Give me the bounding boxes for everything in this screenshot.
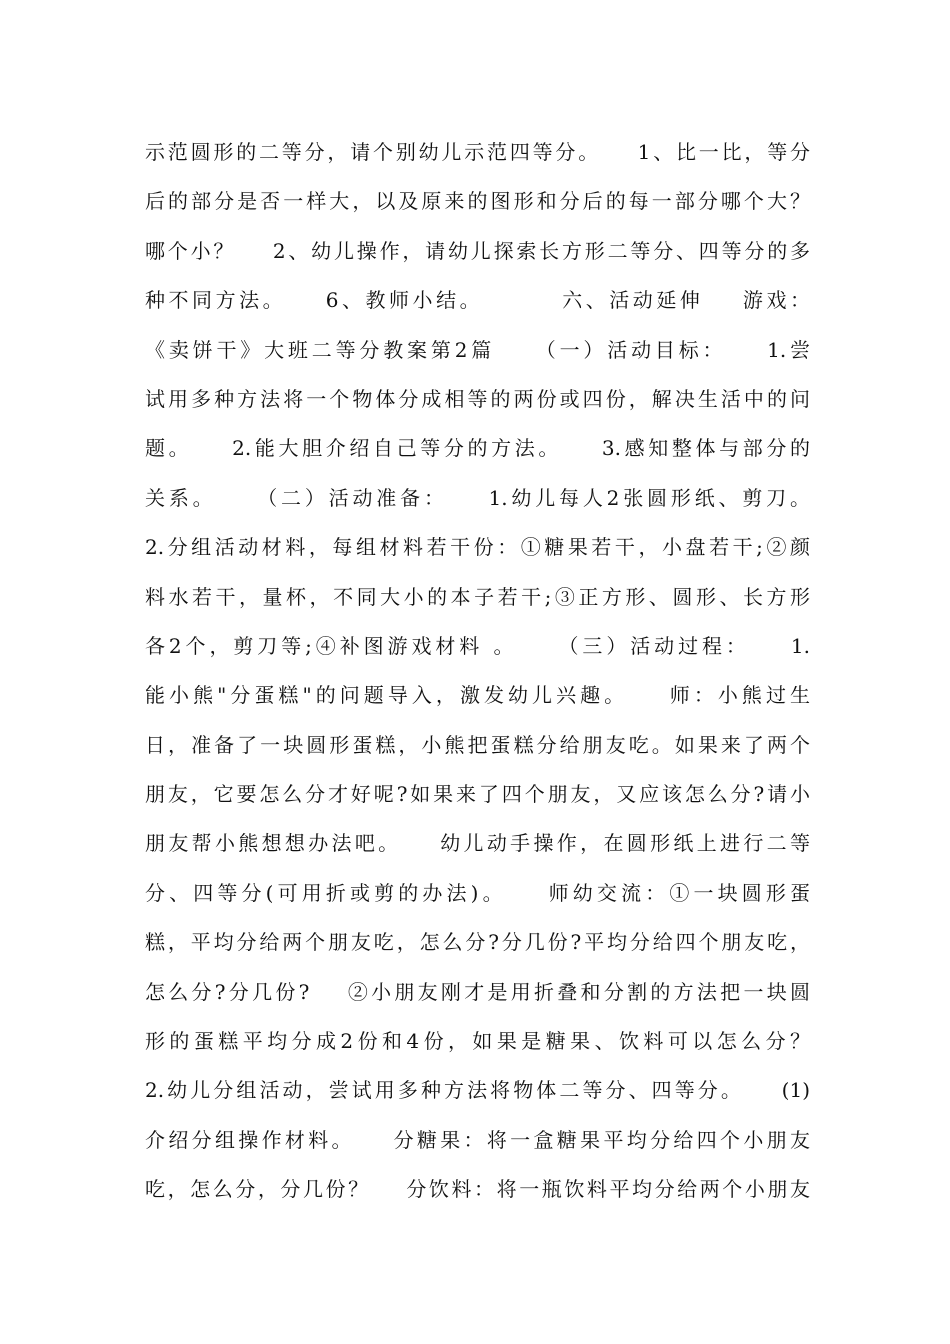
text-line: 吃，怎么分，分几份？ 分饮料：将一瓶饮料平均分给两个小朋友 [145, 1177, 810, 1202]
text-line: 《卖饼干》大班二等分教案第2篇 （一）活动目标： 1.尝 [145, 337, 810, 362]
text-line: 介绍分组操作材料。 分糖果：将一盒糖果平均分给四个小朋友 [145, 1127, 810, 1152]
text-line: 怎么分?分几份? ②小朋友刚才是用折叠和分割的方法把一块圆 [145, 979, 810, 1004]
text-line: 后的部分是否一样大，以及原来的图形和分后的每一部分哪个大？ [145, 189, 810, 214]
text-line: 关系。 （二）活动准备： 1.幼儿每人2张圆形纸、剪刀。 [145, 485, 810, 510]
text-line: 朋友帮小熊想想办法吧。 幼儿动手操作，在圆形纸上进行二等 [145, 831, 810, 856]
text-line: 能小熊"分蛋糕"的问题导入，激发幼儿兴趣。 师：小熊过生 [145, 683, 810, 708]
text-line: 示范圆形的二等分，请个别幼儿示范四等分。 1、比一比，等分 [145, 140, 810, 164]
text-line: 朋友，它要怎么分才好呢?如果来了四个朋友，又应该怎么分?请小 [145, 782, 810, 807]
text-line: 2.分组活动材料，每组材料若干份：①糖果若干，小盘若干;②颜 [145, 535, 810, 560]
text-line: 2.幼儿分组活动，尝试用多种方法将物体二等分、四等分。 (1) [145, 1078, 810, 1103]
text-line: 糕，平均分给两个朋友吃，怎么分?分几份?平均分给四个朋友吃， [145, 930, 810, 955]
text-line: 题。 2.能大胆介绍自己等分的方法。 3.感知整体与部分的 [145, 436, 810, 461]
text-line: 日，准备了一块圆形蛋糕，小熊把蛋糕分给朋友吃。如果来了两个 [145, 732, 810, 757]
text-line: 哪个小？ 2、幼儿操作，请幼儿探索长方形二等分、四等分的多 [145, 238, 810, 263]
text-line: 分、四等分(可用折或剪的办法)。 师幼交流：①一块圆形蛋 [145, 880, 810, 905]
text-line: 料水若干，量杯，不同大小的本子若干;③正方形、圆形、长方形 [145, 584, 810, 609]
text-line: 形的蛋糕平均分成2份和4份，如果是糖果、饮料可以怎么分？ [145, 1029, 810, 1054]
text-line: 各2个，剪刀等;④补图游戏材料 。 （三）活动过程： 1. [145, 633, 810, 658]
text-line: 试用多种方法将一个物体分成相等的两份或四份，解决生活中的问 [145, 386, 810, 411]
document-body [145, 128, 810, 1215]
text-line: 种不同方法。 6、教师小结。 六、活动延伸 游戏： [145, 288, 810, 313]
